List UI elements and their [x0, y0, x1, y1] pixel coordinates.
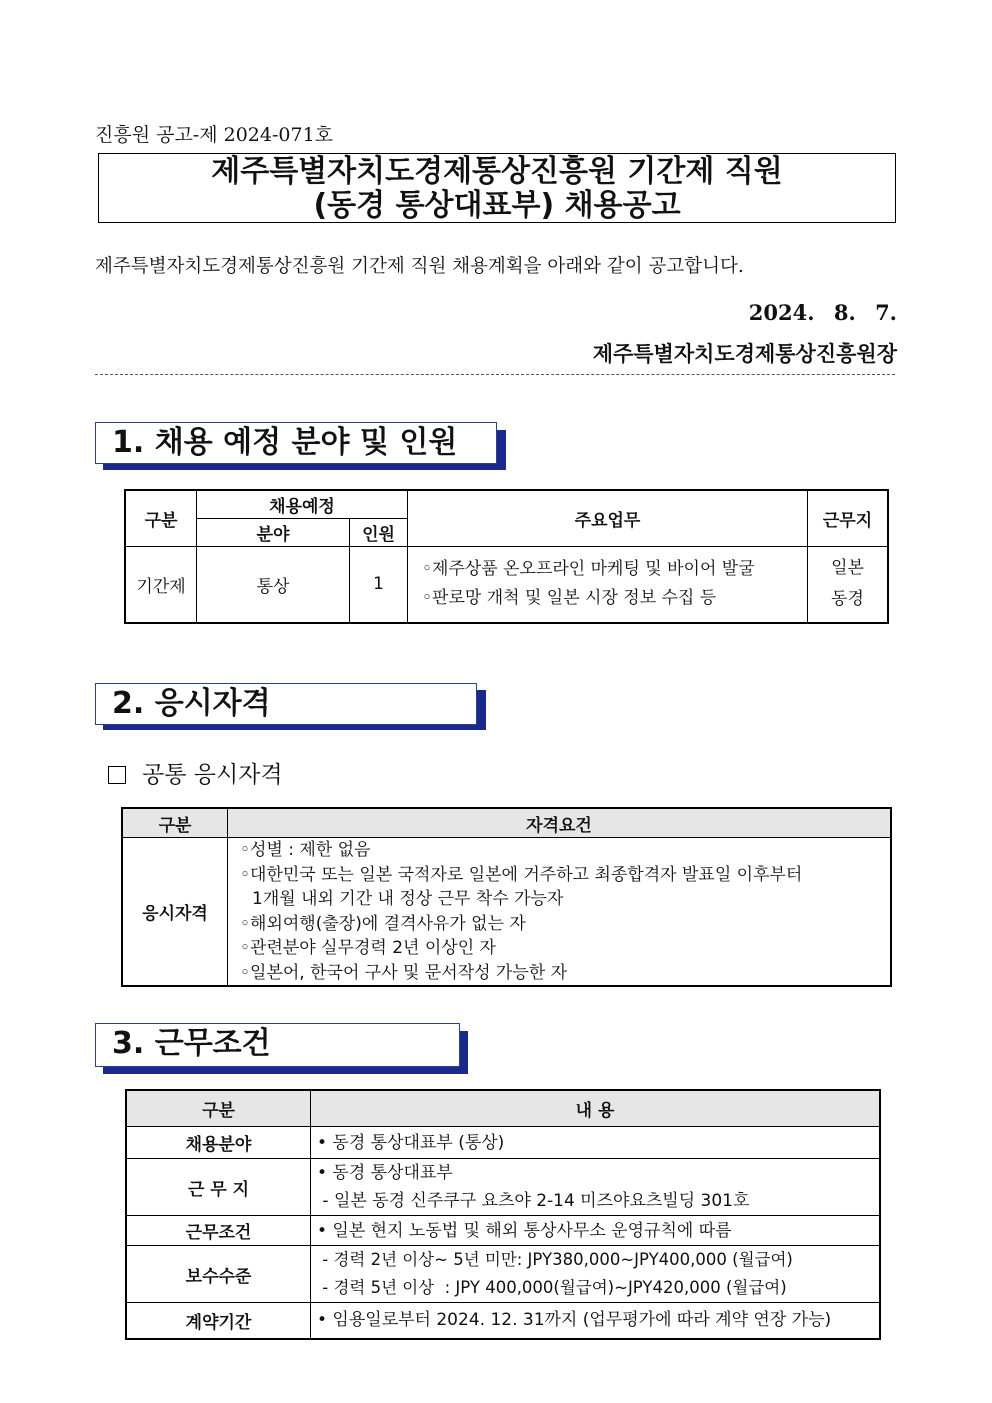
header-category: 구분	[122, 808, 228, 838]
qualification-table	[121, 807, 892, 987]
common-qualification-label: 공통 응시자격	[142, 762, 283, 788]
table-row	[126, 1159, 880, 1216]
row-content	[311, 1159, 881, 1216]
header-category: 구분	[126, 1090, 311, 1127]
table-row	[126, 1303, 880, 1339]
section1-heading: 1. 채용 예정 분야 및 인원	[95, 422, 497, 464]
content-line: • 임용일로부터 2024. 12. 31까지 (업무평가에 따라 계약 연장 가능)	[317, 1310, 832, 1331]
table-row	[125, 546, 888, 623]
row-category: 기간제	[125, 546, 197, 623]
header-content: 내 용	[311, 1090, 881, 1127]
table-row	[126, 1246, 880, 1303]
requirement-item: 1개월 내외 기간 내 정상 근무 착수 가능자	[252, 889, 564, 909]
notice-number: 진흥원 공고-제 2024-071호	[95, 124, 334, 146]
row-location	[808, 546, 889, 623]
content-line: • 동경 통상대표부	[317, 1163, 453, 1183]
requirement-item: ◦성별 : 제한 없음	[240, 840, 371, 860]
row-duties	[408, 546, 808, 623]
row-label: 응시자격	[122, 838, 228, 987]
issuer-name: 제주특별자치도경제통상진흥원장	[592, 341, 897, 366]
divider	[95, 374, 895, 375]
content-line: - 경력 5년 이상 : JPY 400,000(월급여)~JPY420,000 (월급여)	[317, 1278, 787, 1297]
row-field: 통상	[197, 546, 350, 623]
row-count: 1	[350, 546, 408, 623]
content-line: • 일본 현지 노동법 및 해외 통상사무소 운영규칙에 따름	[317, 1220, 732, 1241]
row-content	[311, 1127, 881, 1159]
table-row	[126, 1216, 880, 1246]
location-line: 일본	[831, 558, 864, 579]
row-content	[311, 1303, 881, 1339]
row-label: 근 무 지	[126, 1159, 311, 1216]
row-label: 계약기간	[126, 1303, 311, 1339]
title-line-2: (동경 통상대표부) 채용공고	[313, 188, 681, 223]
row-label: 보수수준	[126, 1246, 311, 1303]
requirement-item: ◦관련분야 실무경력 2년 이상인 자	[240, 938, 496, 958]
section3-heading: 3. 근무조건	[95, 1023, 460, 1067]
requirement-item: ◦대한민국 또는 일본 국적자로 일본에 거주하고 최종합격자 발표일 이후부터	[240, 864, 803, 885]
header-count: 인원	[350, 518, 408, 546]
row-label: 채용분야	[126, 1127, 311, 1159]
row-label: 근무조건	[126, 1216, 311, 1246]
requirement-item: ◦일본어, 한국어 구사 및 문서작성 가능한 자	[240, 962, 568, 983]
header-location: 근무지	[808, 490, 889, 546]
location-line: 동경	[831, 589, 864, 610]
content-line: • 동경 통상대표부 (통상)	[317, 1132, 505, 1153]
recruitment-table	[124, 489, 889, 624]
header-requirements: 자격요건	[228, 808, 892, 838]
title-line-1: 제주특별자치도경제통상진흥원 기간제 직원	[211, 154, 783, 189]
header-field: 분야	[197, 518, 350, 546]
header-category: 구분	[125, 490, 197, 546]
intro-text: 제주특별자치도경제통상진흥원 기간제 직원 채용계획을 아래와 같이 공고합니다.	[95, 256, 744, 277]
checkbox-square-icon	[108, 766, 126, 784]
row-content	[311, 1216, 881, 1246]
table-row	[126, 1127, 880, 1159]
requirement-item: ◦해외여행(출장)에 결격사유가 없는 자	[240, 913, 526, 934]
duty-item: ◦판로망 개척 및 일본 시장 정보 수집 등	[422, 588, 717, 609]
title-box	[98, 153, 896, 223]
content-line: - 일본 동경 신주쿠구 요츠야 2-14 미즈야요츠빌딩 301호	[317, 1191, 750, 1211]
header-duties: 주요업무	[408, 490, 808, 546]
work-conditions-table	[125, 1089, 881, 1340]
duty-item: ◦제주상품 온오프라인 마케팅 및 바이어 발굴	[422, 559, 755, 580]
requirements-list	[228, 838, 892, 987]
row-content	[311, 1246, 881, 1303]
common-qualification-heading	[108, 756, 283, 789]
section2-heading: 2. 응시자격	[95, 683, 477, 725]
announcement-date: 2024. 8. 7.	[748, 300, 897, 325]
header-planned: 채용예정	[197, 490, 408, 518]
content-line: - 경력 2년 이상~ 5년 미만: JPY380,000~JPY400,000 (월급여)	[317, 1250, 793, 1269]
